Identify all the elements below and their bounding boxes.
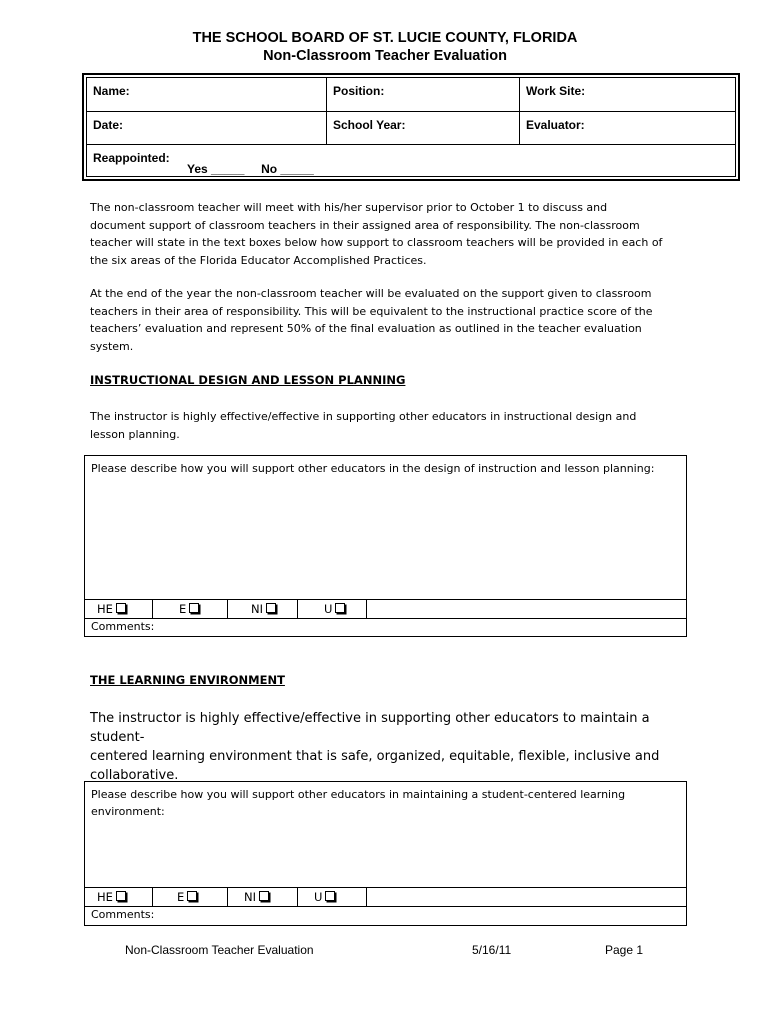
rating-e[interactable]	[153, 600, 228, 619]
work-site-field[interactable]: Work Site:	[526, 84, 586, 98]
checkbox-icon[interactable]	[116, 603, 126, 613]
text-line: The non-classroom teacher will meet with his/her supervisor prior to October 1 to discuss and	[90, 201, 608, 214]
section2-response-box	[84, 781, 687, 926]
section1-statement	[90, 408, 690, 443]
text-line: At the end of the year the non-classroom teacher will be evaluated on the support given to classroom	[90, 287, 652, 300]
rating-label: E	[177, 890, 185, 904]
text-line: teacher will state in the text boxes below how support to classroom teachers will be provided in each of	[90, 236, 663, 249]
checkbox-icon[interactable]	[325, 891, 335, 901]
section1-prompt-textarea[interactable]: Please describe how you will support other educators in the design of instruction and lesson planning:	[91, 462, 655, 475]
rating-label: HE	[97, 602, 113, 616]
checkbox-icon[interactable]	[187, 891, 197, 901]
checkbox-icon[interactable]	[259, 891, 269, 901]
info-table	[82, 73, 740, 181]
section1-comments[interactable]: Comments:	[91, 620, 155, 633]
section-heading-instructional-design: INSTRUCTIONAL DESIGN AND LESSON PLANNING	[90, 373, 406, 387]
text-line: centered learning environment that is safe, organized, equitable, flexible, inclusive and	[90, 749, 660, 764]
section2-comments[interactable]: Comments:	[91, 908, 155, 921]
checkbox-icon[interactable]	[116, 891, 126, 901]
footer-document-name: Non-Classroom Teacher Evaluation	[125, 943, 314, 957]
rating-e[interactable]	[153, 888, 228, 907]
rating-u[interactable]	[298, 600, 367, 619]
section2-statement	[90, 709, 700, 785]
rating-label: HE	[97, 890, 113, 904]
rating-label: NI	[244, 890, 256, 904]
intro-paragraph-2	[90, 285, 690, 355]
text-line: system.	[90, 339, 134, 353]
checkbox-icon[interactable]	[189, 603, 199, 613]
rating-label: U	[324, 602, 333, 616]
section1-response-box	[84, 455, 687, 637]
text-line: The instructor is highly effective/effective in supporting other educators to maintain a student-	[90, 711, 650, 745]
rating-label: E	[179, 602, 187, 616]
rating-ni[interactable]	[228, 888, 298, 907]
section2-rating-row	[85, 887, 686, 908]
school-year-field[interactable]: School Year:	[333, 118, 406, 132]
intro-paragraph-1	[90, 199, 690, 269]
checkbox-icon[interactable]	[335, 603, 345, 613]
date-field[interactable]: Date:	[93, 118, 124, 132]
text-line: The instructor is highly effective/effective in supporting other educators in instructional design and	[90, 410, 637, 423]
document-subtitle: Non-Classroom Teacher Evaluation	[263, 48, 507, 64]
reappointed-label: Reappointed:	[93, 151, 170, 165]
section-heading-learning-environment: THE LEARNING ENVIRONMENT	[90, 673, 285, 687]
text-line: document support of classroom teachers in their assigned area of responsibility. The non-classroom	[90, 218, 640, 232]
section1-rating-row	[85, 599, 686, 620]
text-line: teachers in their area of responsibility. This will be equivalent to the instructional practice score of the	[90, 304, 653, 318]
rating-ni[interactable]	[228, 600, 298, 619]
name-field[interactable]: Name:	[93, 84, 130, 98]
document-title: THE SCHOOL BOARD OF ST. LUCIE COUNTY, FLORIDA	[192, 30, 578, 46]
section2-prompt-textarea[interactable]: Please describe how you will support other educators in maintaining a student-centered learning environment:	[91, 788, 626, 818]
text-line: the six areas of the Florida Educator Accomplished Practices.	[90, 253, 427, 267]
checkbox-icon[interactable]	[266, 603, 276, 613]
text-line: lesson planning.	[90, 427, 180, 441]
rating-label: NI	[251, 602, 263, 616]
rating-he[interactable]	[85, 600, 153, 619]
evaluator-field[interactable]: Evaluator:	[526, 118, 585, 132]
text-line: collaborative.	[90, 768, 179, 783]
rating-u[interactable]	[298, 888, 367, 907]
footer-date: 5/16/11	[472, 943, 512, 957]
footer-page-number: Page 1	[605, 943, 644, 957]
position-field[interactable]: Position:	[333, 84, 385, 98]
reappointed-yes-no[interactable]: Yes _____ No _____	[187, 162, 314, 176]
text-line: teachers’ evaluation and represent 50% of the final evaluation as outlined in the teacher evaluation	[90, 322, 642, 335]
rating-he[interactable]	[85, 888, 153, 907]
rating-label: U	[314, 890, 323, 904]
